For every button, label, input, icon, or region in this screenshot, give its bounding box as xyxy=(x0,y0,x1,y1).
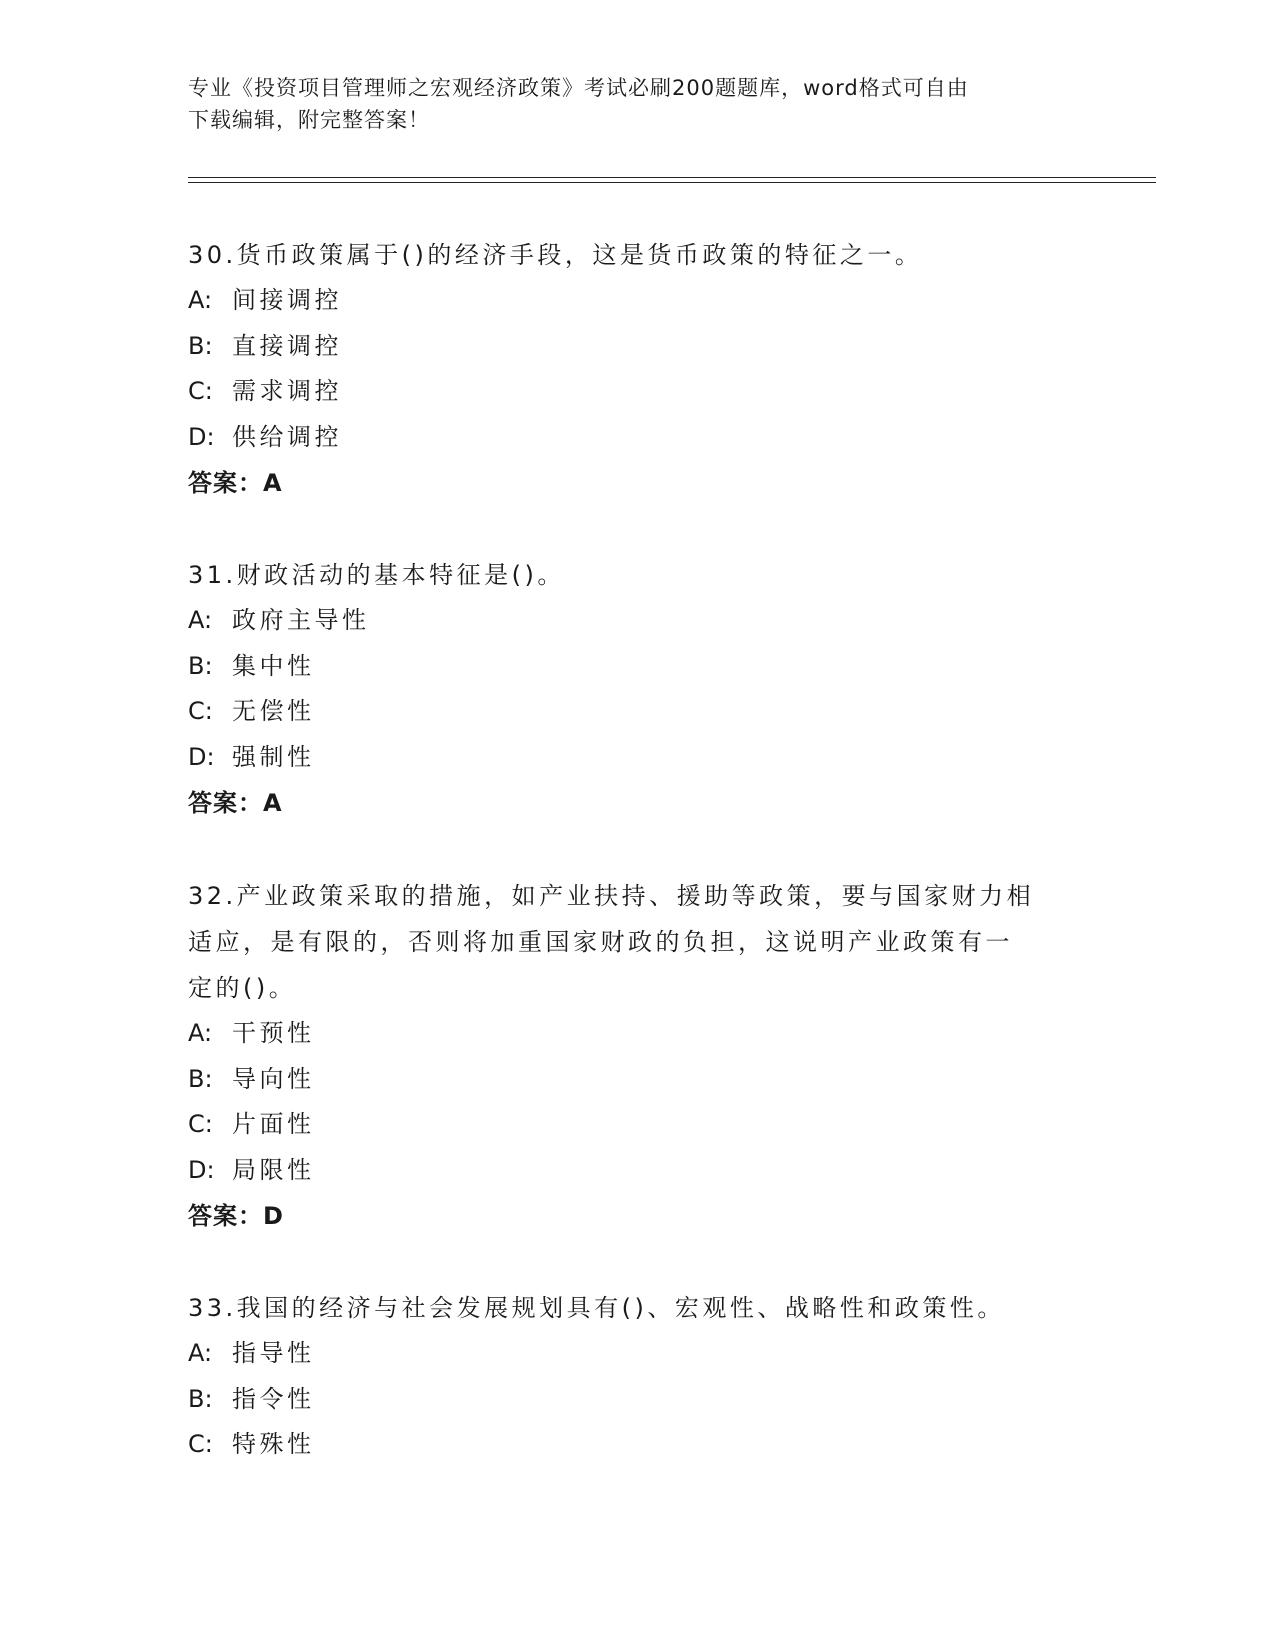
option-b xyxy=(188,1377,1088,1423)
option-text: 无偿性 xyxy=(232,697,315,725)
option-b xyxy=(188,644,1088,690)
question-stem: 31.财政活动的基本特征是()。 xyxy=(188,561,565,589)
header-line-1: 专业《投资项目管理师之宏观经济政策》考试必刷200题题库，word格式可自由 xyxy=(188,76,969,100)
question-stem-line-2: 适应，是有限的，否则将加重国家财政的负担，这说明产业政策有一 xyxy=(188,928,1013,956)
option-label: C: xyxy=(188,1110,213,1138)
option-text: 政府主导性 xyxy=(232,606,370,634)
question-32 xyxy=(188,873,1088,1239)
option-text: 集中性 xyxy=(232,651,315,680)
option-label: C: xyxy=(188,1430,213,1458)
header-divider-bottom xyxy=(188,182,1156,183)
option-text: 需求调控 xyxy=(232,377,342,405)
option-label: A: xyxy=(188,606,213,634)
answer: 答案：D xyxy=(188,1202,284,1230)
option-d xyxy=(188,415,1088,461)
option-text: 指导性 xyxy=(232,1339,315,1367)
option-c xyxy=(188,689,1088,735)
option-label: D: xyxy=(188,742,215,771)
option-label: C: xyxy=(188,697,213,725)
option-text: 强制性 xyxy=(232,742,315,771)
option-label: B: xyxy=(188,1384,213,1413)
option-text: 干预性 xyxy=(232,1019,315,1047)
question-stem-line-1: 32.产业政策采取的措施，如产业扶持、援助等政策，要与国家财力相 xyxy=(188,882,1035,910)
option-text: 局限性 xyxy=(232,1155,315,1184)
option-a xyxy=(188,598,1088,644)
option-label: D: xyxy=(188,422,215,451)
header-line-2: 下载编辑，附完整答案！ xyxy=(188,108,430,132)
option-b xyxy=(188,324,1088,370)
option-d xyxy=(188,735,1088,781)
option-c xyxy=(188,369,1088,415)
option-c xyxy=(188,1102,1088,1148)
option-text: 特殊性 xyxy=(232,1430,315,1458)
question-31 xyxy=(188,552,1088,826)
question-stem-line-3: 定的()。 xyxy=(188,974,297,1002)
option-label: B: xyxy=(188,651,213,680)
header-divider-top xyxy=(188,177,1156,178)
option-label: B: xyxy=(188,1064,213,1093)
answer: 答案：A xyxy=(188,469,283,497)
option-a xyxy=(188,1011,1088,1057)
option-label: A: xyxy=(188,1339,213,1367)
question-stem: 33.我国的经济与社会发展规划具有()、宏观性、战略性和政策性。 xyxy=(188,1294,1005,1322)
document-header xyxy=(188,72,1088,136)
option-a xyxy=(188,278,1088,324)
option-label: B: xyxy=(188,331,213,360)
question-stem: 30.货币政策属于()的经济手段，这是货币政策的特征之一。 xyxy=(188,241,923,269)
option-c xyxy=(188,1422,1088,1468)
option-label: D: xyxy=(188,1155,215,1184)
option-label: A: xyxy=(188,1019,213,1047)
option-text: 间接调控 xyxy=(232,286,342,314)
answer: 答案：A xyxy=(188,789,283,817)
option-a xyxy=(188,1331,1088,1377)
option-text: 直接调控 xyxy=(232,331,342,360)
option-text: 供给调控 xyxy=(232,422,342,451)
question-30 xyxy=(188,232,1088,506)
option-label: C: xyxy=(188,377,213,405)
question-33 xyxy=(188,1285,1088,1468)
option-text: 片面性 xyxy=(232,1110,315,1138)
option-b xyxy=(188,1057,1088,1103)
option-text: 指令性 xyxy=(232,1384,315,1413)
option-text: 导向性 xyxy=(232,1064,315,1093)
option-d xyxy=(188,1148,1088,1194)
option-label: A: xyxy=(188,286,213,314)
